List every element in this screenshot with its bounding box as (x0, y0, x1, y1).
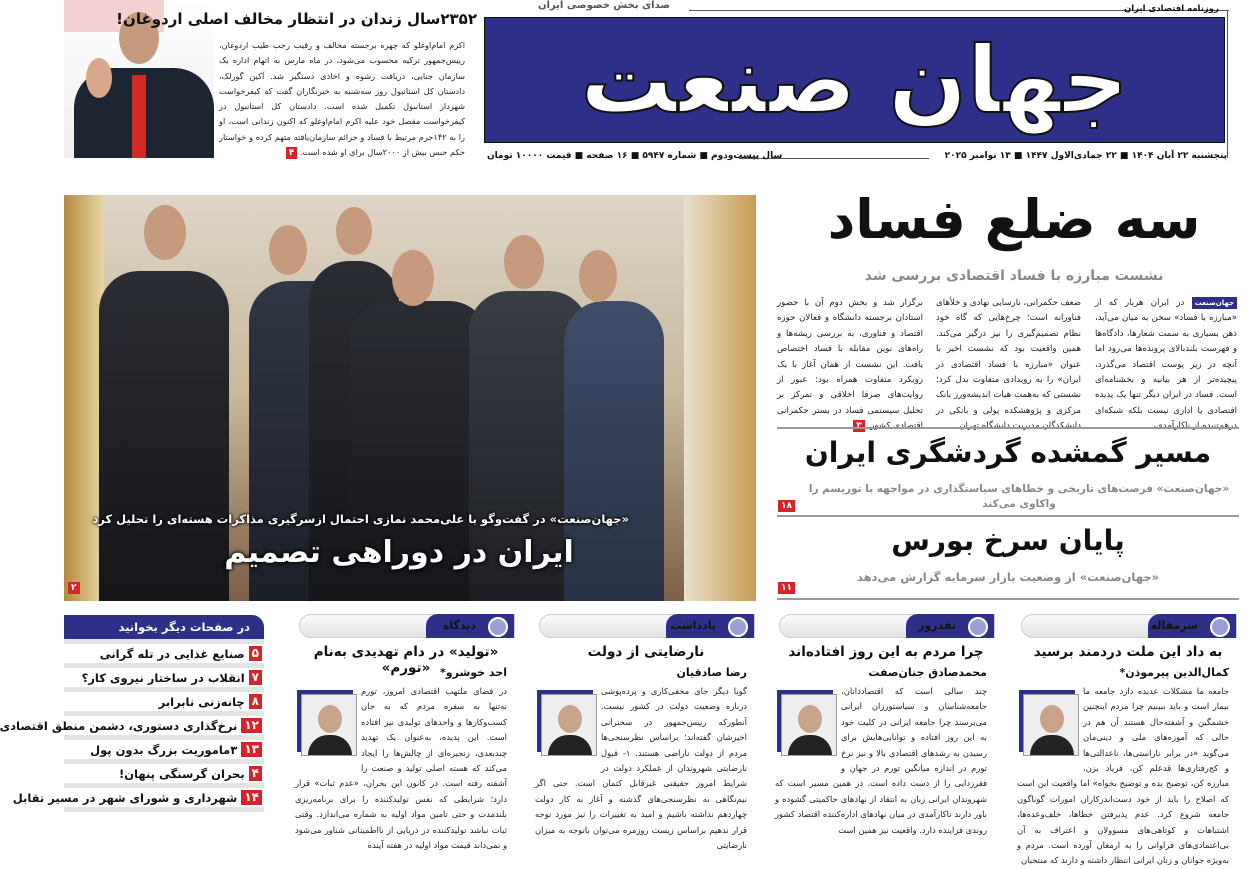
story-headline-tourism[interactable]: مسیر گمشده گردشگری ایران (804, 436, 1212, 469)
section-logo-icon (968, 617, 988, 637)
section-logo-icon (1210, 617, 1230, 637)
page-ref-badge[interactable]: ۲ (68, 582, 80, 594)
sidebar-item[interactable] (0, 716, 264, 740)
section-logo-icon (728, 617, 748, 637)
sidebar-item[interactable] (64, 668, 264, 692)
sidebar-title: در صفحات دیگر بخوانید (64, 615, 264, 644)
column-body: گویا دیگر جای مخفی‌کاری و پرده‌پوشی درباره وضعیت دولت در کشور نیست. آنطورکه رییس‌جمهور در سخنرانی اخیرشان گفته‌اند؛ براساس نظرسنجی‌ها مردم از دولت ناراضی هستند. ۱- قبول نارضایتی شهروندان از عملکرد دولت در شرایط امروز حقیقتی غیرقابل کتمان است. حتی اگر نیم‌نگاهی به نظرسنجی‌های گذشته و آغاز به کار دولت چهاردهم نداشته باشیم و امید به تغییرات را نیز مورد توجه قرار ندهیم براساس زیست روزمره می‌توان باتوجه به میزان نارضایتی (535, 686, 747, 851)
sidebar-item[interactable] (64, 692, 264, 716)
photo-story-headline[interactable]: ایران در دوراهی تصمیم (224, 535, 574, 570)
page-number-badge: ۵ (249, 646, 262, 661)
masthead-kicker: روزنامه اقتصادی ایران (1123, 4, 1219, 14)
photo-story-kicker: «جهان‌صنعت» در گفت‌وگو با علی‌محمد نمازی احتمال ازسرگیری مذاکرات هسته‌ای را تحلیل کرد (92, 512, 629, 526)
sidebar-item-label: بحران گرسنگی پنهان! (118, 766, 245, 781)
section-label: یادداشت (670, 619, 716, 632)
issue-line: سال بیست‌ودوم ■ شماره ۵۹۴۷ ■ ۱۶ صفحه ■ قیمت ۱۰۰۰۰ تومان (487, 151, 783, 161)
column-author: احد خوشرو* (440, 666, 507, 679)
date-line: پنجشنبه ۲۲ آبان ۱۴۰۴ ■ ۲۲ جمادی‌الاول ۱۴۴۷ ■ ۱۳ نوامبر ۲۰۲۵ (944, 151, 1227, 161)
top-story-text: اکرم امام‌اوغلو که چهره برجسته مخالف و رقیب رجب طیب اردوغان، رییس‌جمهور ترکیه محسوب می‌شود، در ماه مارس به اتهام اداره یک سازمان جنایی، دریافت رشوه و اخاذی دستگیر شد. آکین گورلک، دادستان کل استانبول روز سه‌شنبه به خبرنگاران گفت که کیفرخواست شهردار استانبول تکمیل شده است. دادستان کل استانبول در کیفرخواست مفصل خود علیه اکرم امام‌اوغلو که اکنون زندانی است، او را به ۱۴۲جرم مرتبط با فساد و جرائم سازمان‌یافته متهم کرده و خواستار حکم حبس بیش از ۲۰۰۰سال برای او شده است. (219, 40, 465, 158)
page-ref-badge[interactable]: ۴ (286, 147, 298, 159)
divider (777, 427, 1239, 429)
column-body: در فضای ملتهب اقتصادی امروز، تورم نه‌تنها به سفره مردم که به جان کسب‌وکارها و واحدهای تولیدی نیز افتاده است. این پدیده، به‌عنوان یک تهدید چندبعدی، زنجیره‌ای از چالش‌ها را ایجاد می‌کند که هسته اصلی تولید و صنعت را آشفته رفته است. در کانون این بحران، «عدم ثبات» قرار دارد؛ شرایطی که نفس تولیدکننده را برای برنامه‌ریزی بلندمدت و حتی تامین مواد اولیه به شماره می‌اندازد. وقتی ثبات نباشد تولیدکننده در دریایی از نااطمینانی شناور می‌شود و نمی‌داند قیمت مواد اولیه در هفته آینده (295, 686, 507, 851)
sidebar-item[interactable] (12, 788, 264, 812)
top-story-body (219, 38, 465, 160)
lead-column-3: برگزار شد و بخش دوم آن با حضور استادان برجسته دانشگاه و فعالان حوزه اقتصاد و فناوری، به بررسی ریشه‌ها و راه‌های نوین مقابله با فساد اختصاص یافت. این نشست از همان آغاز با یک رویکرد متفاوت همراه بود: عبور از روایت‌های صرفا اخلاقی و تمرکز بر تحلیل سیستمی فساد در بستر حکمرانی اقتصادی کشور. ۳ (777, 298, 923, 432)
sidebar-item[interactable] (64, 764, 264, 788)
sidebar-item[interactable] (64, 644, 264, 668)
page-number-badge: ۴ (249, 766, 262, 781)
section-label: نقدروز (918, 619, 956, 632)
column-section-header (1021, 614, 1237, 638)
page-number-badge: ۷ (249, 670, 262, 685)
column-title[interactable]: به داد این ملت دردمند برسید (1033, 644, 1223, 660)
sidebar-item-label: شهرداری و شورای شهر در مسیر تقابل (12, 790, 238, 805)
section-label: سرمقاله (1150, 619, 1198, 632)
column-section-header (779, 614, 995, 638)
sidebar-item-label: ۳ماموریت بزرگ بدون پول (90, 742, 238, 757)
page-number-badge: ۱۲ (241, 718, 262, 733)
page-number-badge: ۱۳ (241, 742, 262, 757)
page-ref-badge[interactable]: ۱۱ (778, 582, 795, 594)
lead-subhead: نشست مبارزه با فساد اقتصادی بررسی شد (864, 268, 1164, 284)
column-title[interactable]: نارضایتی از دولت (587, 644, 705, 660)
section-label: دیدگاه (442, 619, 476, 632)
page-number-badge: ۸ (249, 694, 262, 709)
sidebar-item-label: صنایع غذایی در تله گرانی (99, 646, 245, 661)
column-author: رضا صادقیان (676, 666, 747, 679)
top-story-headline[interactable]: ۲۳۵۲سال زندان در انتظار مخالف اصلی اردوغان! (116, 10, 477, 28)
source-badge: جهان‌صنعت (1192, 297, 1237, 309)
column-body: جامعه ما مشکلات عدیده دارد جامعه ما بیمار است و باید ببینیم چرا مردم اینچنین خشمگین و آشفته‌حال هستند آن هم در حالی که آموزه‌های ملی و دینی‌مان می‌گوید «در برابر ناراستی‌ها، ناعدالتی‌ها و کج‌رفتاری‌ها قدعلم کن، فریاد بزن، مبارزه کن، توضیح بده و توضیح بخواه» اما واقعیت این است که اصلاح را باید از خود دست‌اندرکاران امورات گوناگون جامعه شروع کرد. عدم پذیرفتن خطاها، خلف‌وعده‌ها، اشتباهات و کوتاهی‌های مسوولان و اعتراف به آن بی‌اعتمادی‌های فراوانی را به ارمغان آورده است. مردم و به‌ویژه جوانان و زنان ایرانی انتظار داشته و دارند که منتخبان (1017, 686, 1229, 866)
divider (777, 515, 1239, 517)
sidebar-item-label: چانه‌زنی نابرابر (158, 694, 245, 709)
lead-column-1: جهان‌صنعت در ایران هربار که از «مبارزه با فساد» سخن به میان می‌آید، ذهن بسیاری به سمت شعارها، دادگاه‌ها و فهرست بلندبالای پرونده‌ها می‌رود اما آنچه در زیر پوست اقتصاد می‌گذرد، پیچیده‌تر از هر بیانیه و بخشنامه‌ای است. فساد در ایران دیگر تنها یک پدیده اقتصادی یا اداری نیست بلکه شبکه‌ای درهم‌تنیده از ناکارآمدی، (1095, 298, 1237, 432)
lead-column-2: ضعف حکمرانی، نارسایی نهادی و خلأهای فناورانه است؛ چرخ‌هایی که گاه خود نظام تصمیم‌گیری را نیز درگیر می‌کند. همین واقعیت بود که نشست اخیر با عنوان «مبارزه با فساد اقتصادی در ایران» را به رویدادی متفاوت بدل کرد؛ نشستی که به‌همت هیات اندیشه‌ورز بانک مرکزی و پژوهشکده پولی و بانکی در دانشکدگان مدیریت دانشگاه تهران (935, 298, 1081, 432)
column-title[interactable]: «تولید» در دام تهدیدی به‌نام «تورم» (313, 644, 499, 676)
page-number-badge: ۱۴ (241, 790, 262, 805)
section-logo-icon (488, 617, 508, 637)
divider (777, 598, 1239, 600)
lead-headline[interactable]: سه ضلع فساد (827, 188, 1201, 251)
logo-text: جهان صنعت (580, 26, 1129, 134)
sidebar-item-label: انقلاب در ساختار نیروی کار؟ (81, 670, 245, 685)
column-section-header (299, 614, 515, 638)
column-body: چند سالی است که اقتصاددانان، جامعه‌شناسان و سیاستورزان ایرانی می‌پرسند چرا جامعه ایرانی در کلیت خود به این روز افتاده و توانایی‌هایش برای رسیدن به رشدهای اقتصادی بالا و نیز نرخ تورم در اندازه میانگین تورم در جهان و فقرزدایی را از دست داده است. در همین مسیر است که شهروندان ایرانی زبان به انتقاد از نهادهای حاکمیتی گشوده و باور دارند ناکارآمدی در میان نهادهای اداره‌کننده اقتصاد کشور روندی فزاینده دارد. واقعیت نیز همین است (775, 686, 987, 835)
sidebar (0, 615, 264, 812)
masthead-logo[interactable] (484, 17, 1225, 143)
sidebar-item-label: نرخ‌گذاری دستوری، دشمن منطق اقتصادی (0, 718, 238, 733)
column-author: کمال‌الدین پیرموذن* (1119, 666, 1229, 679)
column-author: محمدصادق جنان‌صفت (868, 666, 987, 679)
page-ref-badge[interactable]: ۱۸ (778, 500, 795, 512)
story-subhead-bourse: «جهان‌صنعت» از وضعیت بازار سرمایه گزارش می‌دهد (856, 570, 1160, 584)
sidebar-item[interactable] (64, 740, 264, 764)
story-subhead-tourism: «جهان‌صنعت» فرصت‌های تاریخی و خطاهای سیاستگذاری در مواجهه با توریسم را واکاوی می‌کند (808, 483, 1230, 510)
masthead-tagline: صدای بخش خصوصی ایران (537, 0, 671, 11)
column-title[interactable]: چرا مردم به این روز افتاده‌اند (788, 644, 984, 660)
column-section-header (539, 614, 755, 638)
story-headline-bourse[interactable]: پایان سرخ بورس (891, 524, 1125, 557)
page-ref-badge[interactable]: ۳ (853, 420, 865, 432)
